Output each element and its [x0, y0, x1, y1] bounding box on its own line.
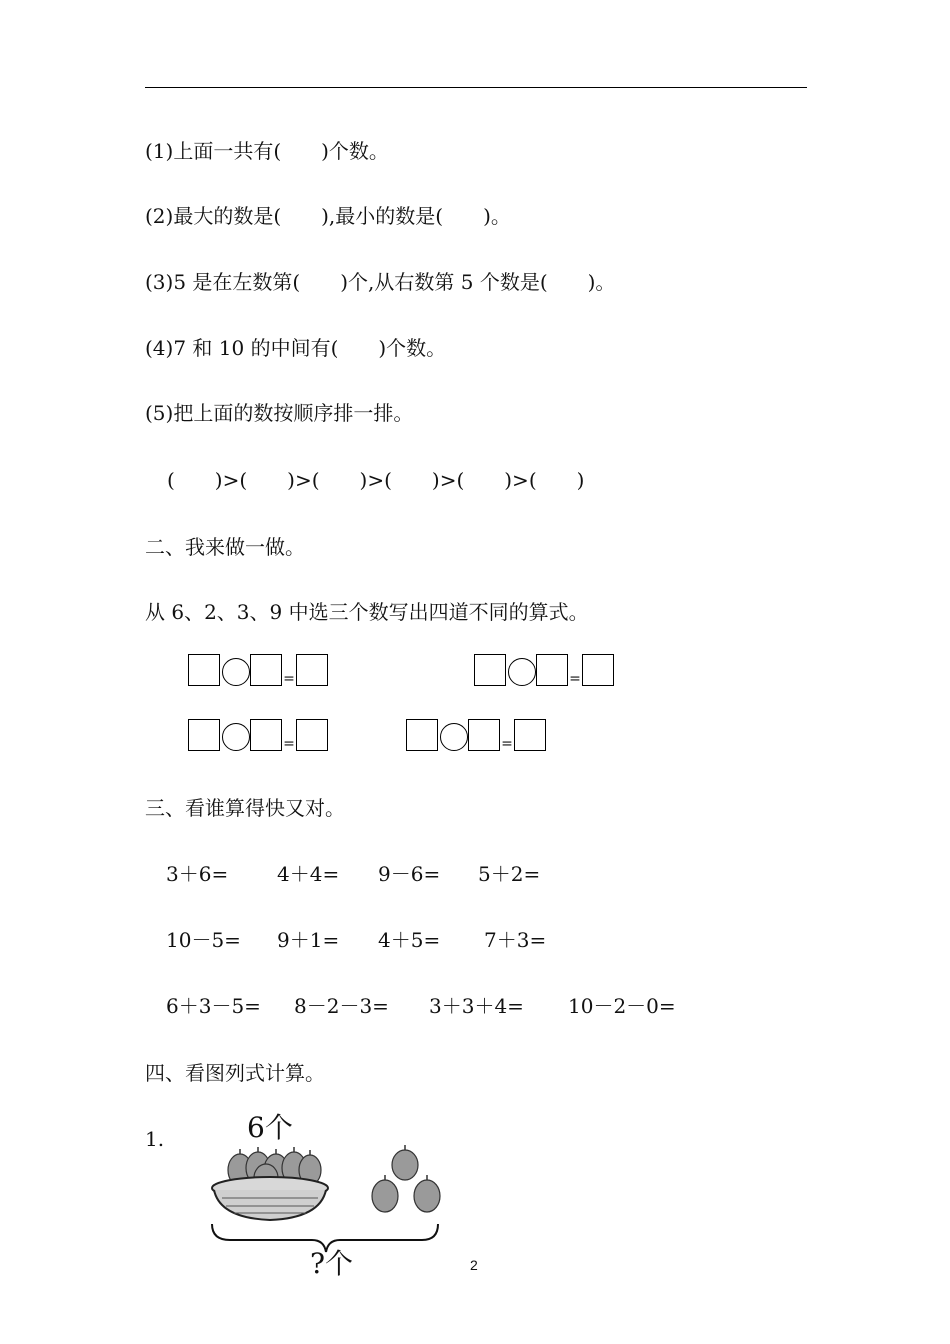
question-4: (4)7 和 10 的中间有( )个数。 — [145, 336, 447, 360]
equals-sign: = — [283, 736, 295, 752]
section-4-heading: 四、看图列式计算。 — [145, 1061, 325, 1085]
header-rule — [145, 87, 807, 88]
equals-sign: = — [501, 736, 513, 752]
item-1-label: 1. — [145, 1127, 165, 1151]
calc-item: 7＋3= — [484, 928, 547, 952]
operator-circle[interactable] — [222, 658, 250, 686]
answer-box[interactable] — [250, 654, 282, 686]
operator-circle[interactable] — [508, 658, 536, 686]
question-3: (3)5 是在左数第( )个,从右数第 5 个数是( )。 — [145, 270, 616, 294]
figure-top-label: 6个 — [247, 1111, 293, 1144]
equals-sign: = — [569, 671, 581, 687]
question-1: (1)上面一共有( )个数。 — [145, 139, 389, 163]
pepper-figure — [200, 1110, 460, 1290]
calc-item: 10－2－0= — [568, 994, 676, 1018]
calc-item: 3＋3＋4= — [429, 994, 524, 1018]
equation-3 — [188, 715, 328, 751]
answer-box[interactable] — [406, 719, 438, 751]
calc-item: 3＋6= — [166, 862, 229, 886]
calc-item: 10－5= — [166, 928, 241, 952]
question-5: (5)把上面的数按顺序排一排。 — [145, 401, 414, 425]
calc-item: 5＋2= — [478, 862, 541, 886]
answer-box[interactable] — [296, 654, 328, 686]
order-blanks-row: ( )>( )>( )>( )>( )>( ) — [167, 468, 585, 492]
equation-2 — [474, 650, 614, 686]
calc-item: 4＋5= — [378, 928, 441, 952]
calc-item: 6＋3－5= — [166, 994, 261, 1018]
answer-box[interactable] — [188, 719, 220, 751]
answer-box[interactable] — [250, 719, 282, 751]
answer-box[interactable] — [582, 654, 614, 686]
operator-circle[interactable] — [222, 723, 250, 751]
calc-item: 9－6= — [378, 862, 441, 886]
answer-box[interactable] — [474, 654, 506, 686]
equation-1 — [188, 650, 328, 686]
section-2-instruction: 从 6、2、3、9 中选三个数写出四道不同的算式。 — [145, 600, 589, 624]
section-3-heading: 三、看谁算得快又对。 — [145, 796, 345, 820]
equation-4 — [406, 715, 546, 751]
equals-sign: = — [283, 671, 295, 687]
answer-box[interactable] — [468, 719, 500, 751]
section-2-heading: 二、我来做一做。 — [145, 535, 305, 559]
calc-item: 4＋4= — [277, 862, 340, 886]
answer-box[interactable] — [188, 654, 220, 686]
answer-box[interactable] — [296, 719, 328, 751]
operator-circle[interactable] — [440, 723, 468, 751]
question-2: (2)最大的数是( ),最小的数是( )。 — [145, 204, 511, 228]
figure-bottom-label: ?个 — [310, 1247, 354, 1280]
calc-item: 8－2－3= — [294, 994, 389, 1018]
answer-box[interactable] — [536, 654, 568, 686]
calc-item: 9＋1= — [277, 928, 340, 952]
page-number: 2 — [470, 1257, 478, 1273]
answer-box[interactable] — [514, 719, 546, 751]
